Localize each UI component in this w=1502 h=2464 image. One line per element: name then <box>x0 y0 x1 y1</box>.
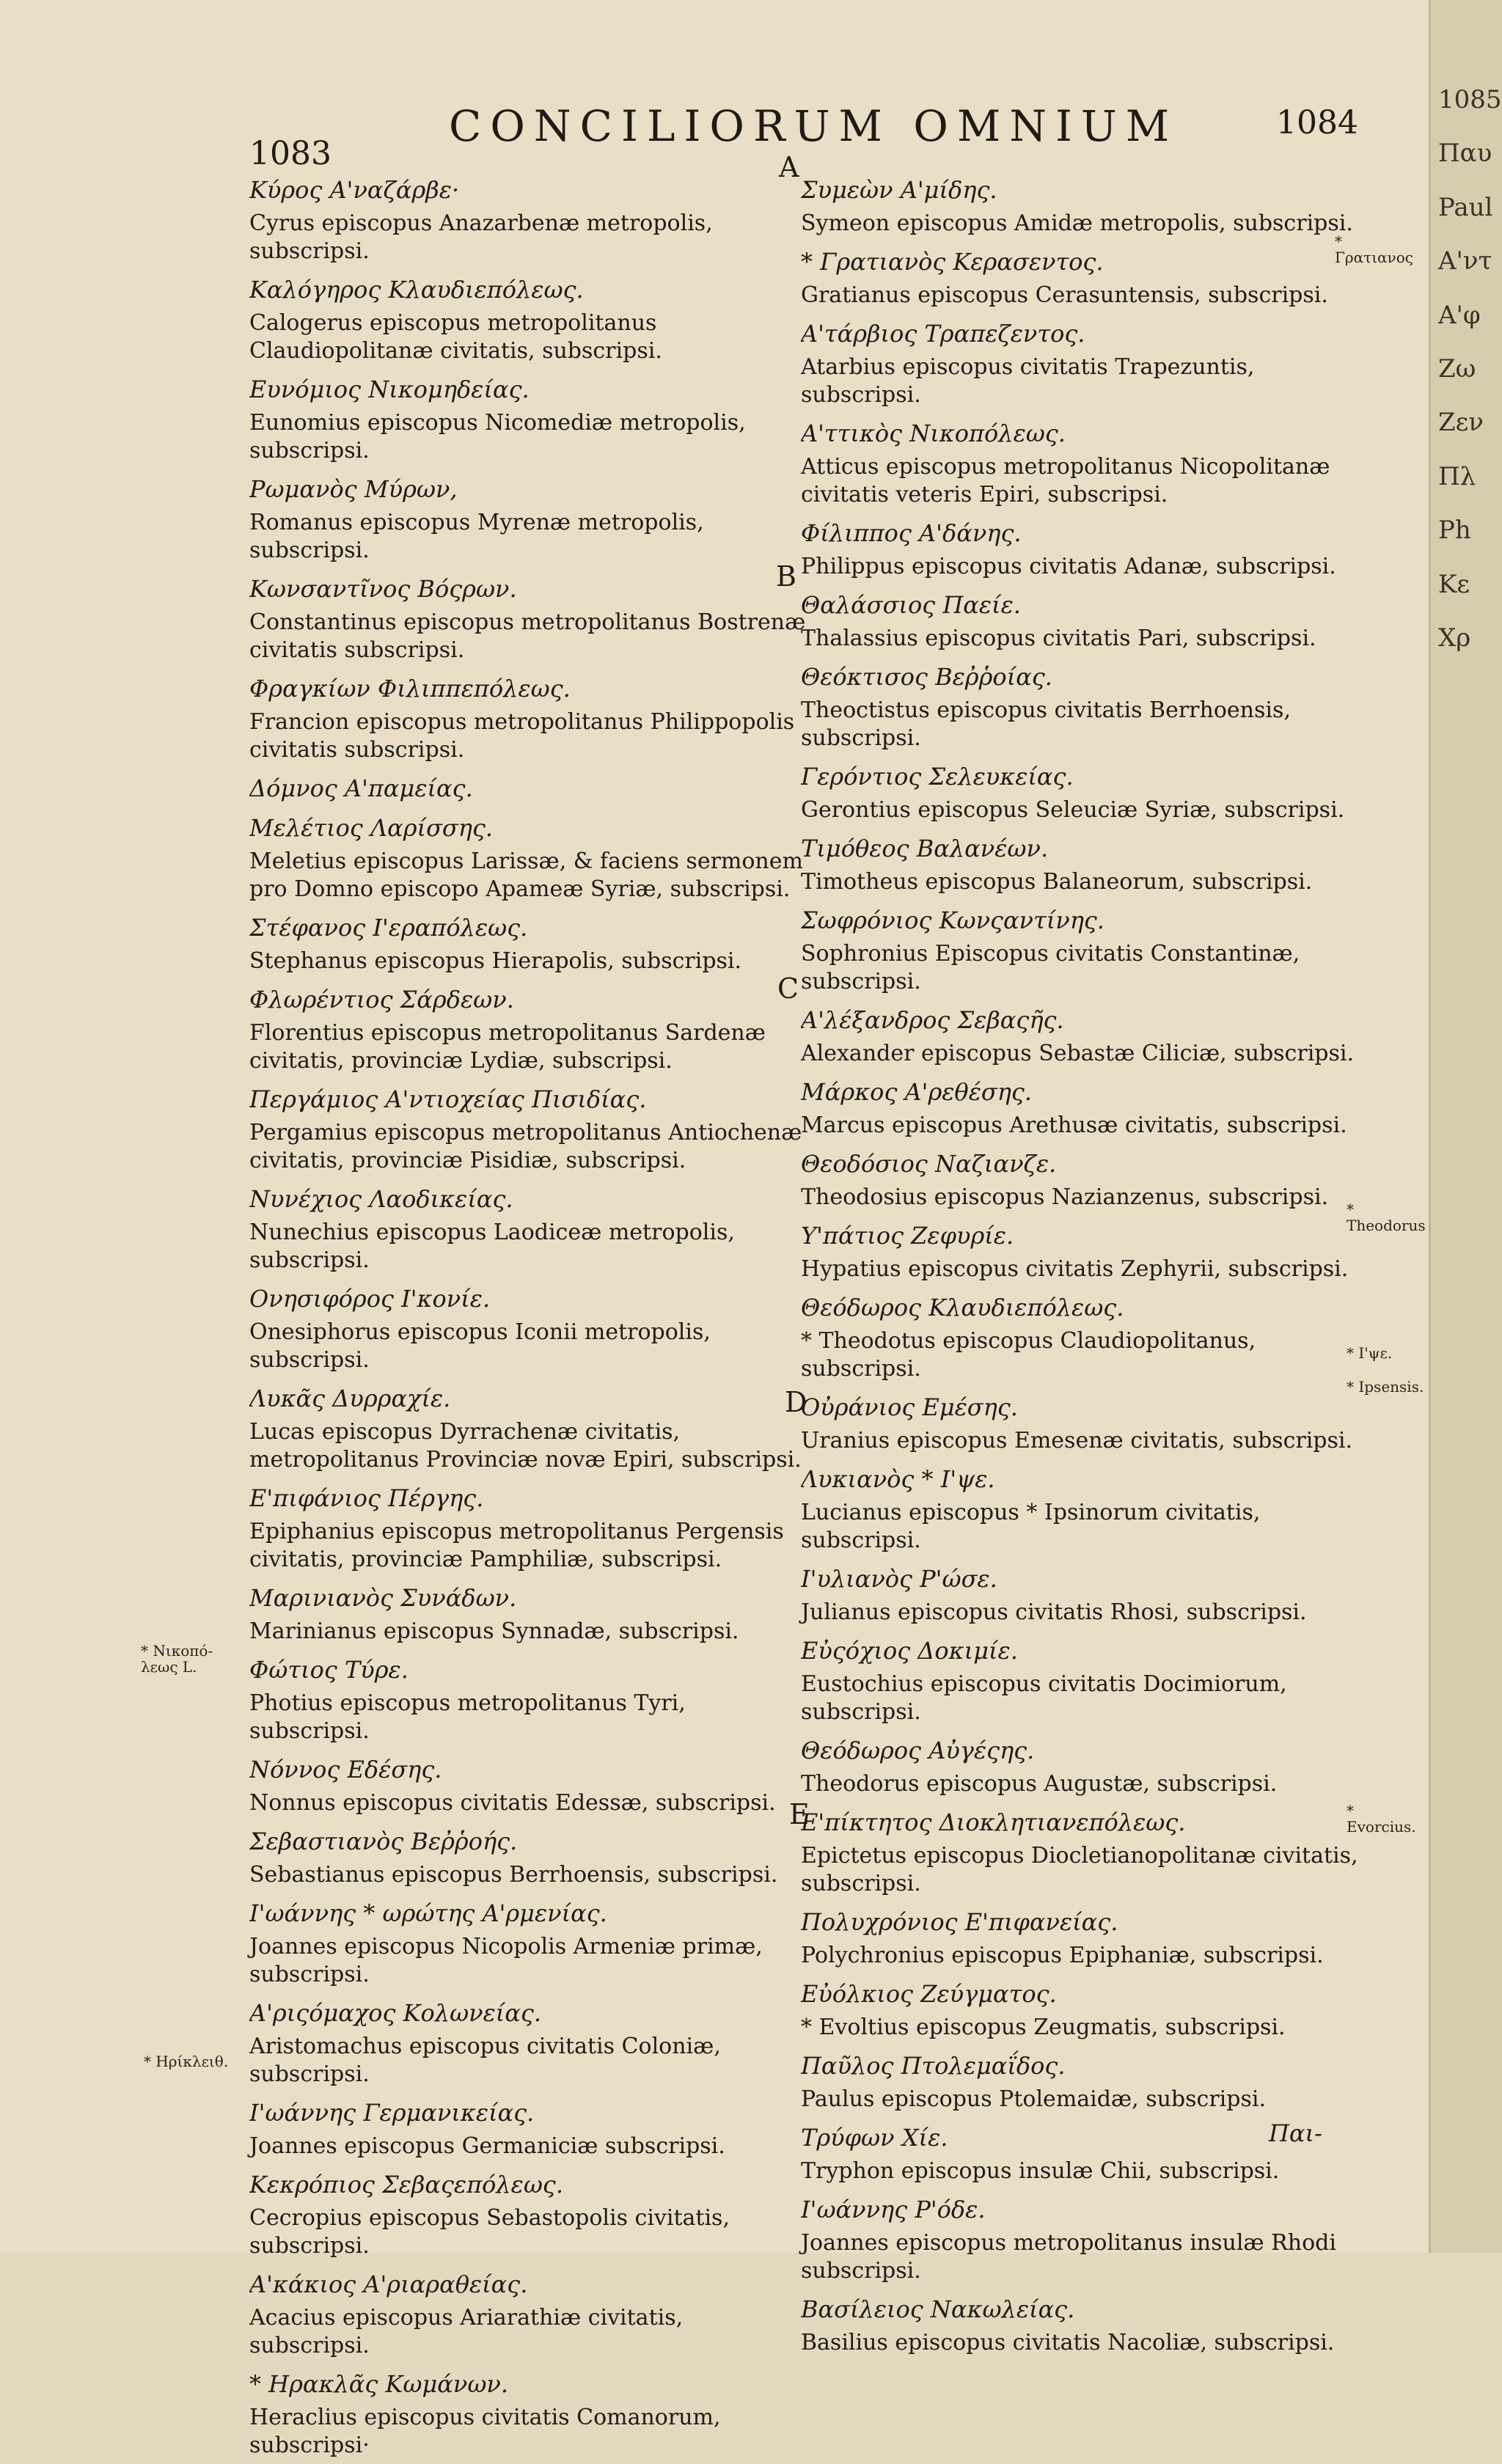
latin-subscription: Gratianus episcopus Cerasuntensis, subscripsi. <box>801 282 1328 308</box>
left-entry <box>249 1650 807 1745</box>
right-entry <box>801 585 1358 653</box>
section-letter-c: C <box>777 972 799 1005</box>
right-entry <box>801 657 1358 752</box>
greek-name: Ι'ωάννης Γερμανικείας. <box>249 2099 535 2127</box>
latin-subscription: Joannes episcopus metropolitanus insulæ Rhodi subscripsi. <box>801 2230 1336 2284</box>
left-entry <box>249 1179 807 1275</box>
section-letter-d: D <box>785 1386 807 1418</box>
left-entry <box>249 270 807 365</box>
left-entry <box>249 669 807 764</box>
left-entry <box>249 1750 807 1817</box>
greek-name: Α'λέξανδρος Σεβαςῆς. <box>801 1006 1064 1034</box>
latin-subscription: * Theodotus episcopus Claudiopolitanus, subscripsi. <box>801 1328 1256 1382</box>
greek-name: Συμεὼν Α'μίδης. <box>801 176 997 204</box>
right-entry <box>801 314 1358 409</box>
greek-name: Θεόκτισος Βεῤῥοίας. <box>801 663 1052 691</box>
left-entry <box>249 908 807 975</box>
latin-subscription: Onesiphorus episcopus Iconii metropolis, subscripsi. <box>249 1319 711 1373</box>
latin-subscription: Atticus episcopus metropolitanus Nicopolitanæ civitatis veteris Epiri, subscripsi. <box>801 454 1330 507</box>
greek-name: Κωνσαντῖνος Βόςρων. <box>249 575 517 603</box>
latin-subscription: Uranius episcopus Emesenæ civitatis, subscripsi. <box>801 1428 1353 1453</box>
latin-subscription: Theodosius episcopus Nazianzenus, subscripsi. <box>801 1184 1329 1210</box>
greek-name: * Γρατιανὸς Κερασεντος. <box>801 248 1104 276</box>
adjacent-page-fragment: Ζω <box>1438 353 1476 384</box>
right-entry <box>801 1803 1358 1898</box>
greek-name: Ι'ωάννης * ωρώτης Α'ρμενίας. <box>249 1899 607 1927</box>
latin-subscription: Marcus episcopus Arethusæ civitatis, subscripsi. <box>801 1112 1347 1138</box>
section-letter-b: B <box>776 560 796 593</box>
right-entry <box>801 513 1358 581</box>
greek-name: Τρύφων Χίε. <box>801 2124 948 2152</box>
greek-name: Κύρος Α'ναζάρβε· <box>249 176 460 204</box>
greek-name: Μαρινιανὸς Συνάδων. <box>249 1584 517 1612</box>
latin-subscription: * Evoltius episcopus Zeugmatis, subscripsi. <box>801 2014 1286 2040</box>
greek-name: Μάρκος Α'ρεθέσης. <box>801 1078 1032 1106</box>
right-entry <box>801 1631 1358 1726</box>
right-entry <box>801 414 1358 509</box>
left-entry <box>249 1893 807 1989</box>
adjacent-page-fragments <box>1431 87 1502 678</box>
left-entry <box>249 2093 807 2160</box>
adjacent-page-fragment: Paul <box>1438 192 1493 222</box>
margin-note-theodorus: * Theodorus <box>1347 1200 1426 1234</box>
latin-subscription: Basilius episcopus civitatis Nacoliæ, subscripsi. <box>801 2330 1335 2355</box>
greek-name: Ονησιφόρος Ι'κονίε. <box>249 1285 491 1313</box>
latin-subscription: Constantinus episcopus metropolitanus Bostrenæ civitatis subscripsi. <box>249 609 806 663</box>
latin-subscription: Joannes episcopus Germaniciæ subscripsi. <box>249 2133 725 2159</box>
greek-name: Α'κάκιος Α'ριαραθείας. <box>249 2270 528 2298</box>
adjacent-page-fragment: Παυ <box>1438 139 1492 169</box>
right-entry <box>801 1974 1358 2042</box>
greek-name: Εὐόλκιος Ζεύγματος. <box>801 1980 1057 2008</box>
latin-subscription: Heraclius episcopus civitatis Comanorum, subscripsi· <box>249 2405 721 2458</box>
left-entry <box>249 170 807 265</box>
right-entry <box>801 1288 1358 1383</box>
greek-name: Ρωμανὸς Μύρων, <box>249 475 458 503</box>
margin-note-evorcius: * Evorcius. <box>1347 1802 1416 1836</box>
margin-note-nicopoleos: * Νικοπό- λεως L. <box>141 1642 213 1676</box>
greek-name: Ι'υλιανὸς Ρ'ώσε. <box>801 1565 997 1593</box>
latin-subscription: Tryphon episcopus insulæ Chii, subscripsi. <box>801 2158 1280 2184</box>
adjacent-page-edge <box>1429 0 1502 2253</box>
latin-subscription: Francion episcopus metropolitanus Philippopolis civitatis subscripsi. <box>249 709 795 763</box>
latin-subscription: Lucas episcopus Dyrrachenæ civitatis, metropolitanus Provinciæ novæ Epiri, subscripsi. <box>249 1419 802 1473</box>
greek-name: Υ'πάτιος Ζεφυρίε. <box>801 1222 1014 1250</box>
right-entry <box>801 1459 1358 1555</box>
left-entry <box>249 1279 807 1374</box>
greek-name: Λυκᾶς Δυρραχίε. <box>249 1385 451 1412</box>
latin-subscription: Nunechius episcopus Laodiceæ metropolis, subscripsi. <box>249 1220 735 1273</box>
greek-name: Νυνέχιος Λαοδικείας. <box>249 1185 513 1213</box>
right-entry <box>801 2289 1358 2357</box>
greek-name: Δόμνος Α'παμείας. <box>249 774 473 802</box>
page-number-right: 1084 <box>1276 104 1358 142</box>
right-entry <box>801 242 1358 309</box>
latin-subscription: Florentius episcopus metropolitanus Sardenæ civitatis, provinciæ Lydiæ, subscripsi. <box>249 1020 766 1074</box>
latin-subscription: Julianus episcopus civitatis Rhosi, subscripsi. <box>801 1599 1307 1625</box>
left-entry <box>249 469 807 565</box>
latin-subscription: Eustochius episcopus civitatis Docimiorum, subscripsi. <box>801 1671 1287 1725</box>
left-entry <box>249 2165 807 2260</box>
margin-note-ipsensis: * Ipsensis. <box>1347 1378 1424 1396</box>
greek-name: Φίλιππος Α'δάνης. <box>801 519 1022 547</box>
adjacent-page-fragment: Α'ντ <box>1438 246 1492 276</box>
greek-name: Βασίλειος Νακωλείας. <box>801 2295 1075 2323</box>
latin-subscription: Thalassius episcopus civitatis Pari, subscripsi. <box>801 626 1316 651</box>
latin-subscription: Sophronius Episcopus civitatis Constantinæ, subscripsi. <box>801 941 1300 994</box>
latin-subscription: Romanus episcopus Myrenæ metropolis, subscripsi. <box>249 510 704 563</box>
page-number-left: 1083 <box>249 135 331 172</box>
latin-subscription: Stephanus episcopus Hierapolis, subscripsi. <box>249 948 742 974</box>
latin-subscription: Photius episcopus metropolitanus Tyri, subscripsi. <box>249 1690 686 1744</box>
latin-subscription: Acacius episcopus Ariarathiæ civitatis, subscripsi. <box>249 2305 684 2358</box>
latin-subscription: Calogerus episcopus metropolitanus Claudiopolitanæ civitatis, subscripsi. <box>249 310 662 364</box>
left-entry <box>249 1822 807 1889</box>
left-entry <box>249 569 807 664</box>
right-entry <box>801 1559 1358 1627</box>
page-header <box>0 101 1429 172</box>
latin-subscription: Cyrus episcopus Anazarbenæ metropolis, subscripsi. <box>249 210 713 264</box>
greek-name: Α'τάρβιος Τραπεζεντος. <box>801 320 1085 348</box>
latin-subscription: Eunomius episcopus Nicomediæ metropolis, subscripsi. <box>249 410 746 463</box>
greek-name: Ευνόμιος Νικομηδείας. <box>249 375 530 403</box>
right-entry <box>801 1731 1358 1798</box>
latin-subscription: Hypatius episcopus civitatis Zephyrii, subscripsi. <box>801 1256 1349 1282</box>
right-entry <box>801 901 1358 996</box>
latin-subscription: Epiphanius episcopus metropolitanus Pergensis civitatis, provinciæ Pamphiliæ, subscripsi. <box>249 1519 784 1572</box>
adjacent-page-fragment: Α'φ <box>1438 300 1481 330</box>
right-entry <box>801 1072 1358 1140</box>
adjacent-page-fragment: Κε <box>1438 569 1470 599</box>
greek-name: Λυκιανὸς * Ι'ψε. <box>801 1465 995 1493</box>
greek-name: Φώτιος Τύρε. <box>249 1656 409 1684</box>
latin-subscription: Philippus episcopus civitatis Adanæ, subscripsi. <box>801 554 1336 579</box>
greek-name: Γερόντιος Σελευκείας. <box>801 763 1074 791</box>
left-entry <box>249 1478 807 1574</box>
latin-subscription: Pergamius episcopus metropolitanus Antiochenæ civitatis, provinciæ Pisidiæ, subscripsi. <box>249 1120 802 1173</box>
latin-subscription: Paulus episcopus Ptolemaidæ, subscripsi. <box>801 2086 1266 2112</box>
right-entry <box>801 1144 1358 1211</box>
greek-name: Στέφανος Ι'εραπόλεως. <box>249 914 528 942</box>
greek-name: Καλόγηρος Κλαυδιεπόλεως. <box>249 276 584 304</box>
latin-subscription: Timotheus episcopus Balaneorum, subscripsi. <box>801 869 1313 895</box>
left-column <box>249 170 807 2464</box>
right-entry <box>801 1387 1358 1455</box>
catchword: Παι- <box>1269 2119 1322 2147</box>
greek-name: Θεόδωρος Αὐγέςης. <box>801 1737 1035 1764</box>
left-entry <box>249 1578 807 1646</box>
greek-name: Πολυχρόνιος Ε'πιφανείας. <box>801 1908 1118 1936</box>
latin-subscription: Epictetus episcopus Diocletianopolitanæ civitatis, subscripsi. <box>801 1843 1358 1896</box>
greek-name: Τιμόθεος Βαλανέων. <box>801 835 1049 862</box>
adjacent-page-fragment: Ρh <box>1438 516 1471 546</box>
right-column <box>801 170 1358 2361</box>
greek-name: Ε'πίκτητος Διοκλητιανεπόλεως. <box>801 1808 1186 1836</box>
latin-subscription: Cecropius episcopus Sebastopolis civitatis, subscripsi. <box>249 2205 730 2259</box>
latin-subscription: Marinianus episcopus Synnadæ, subscripsi. <box>249 1618 739 1644</box>
adjacent-page-fragment: Ζεν <box>1438 408 1484 438</box>
left-entry <box>249 2364 807 2460</box>
greek-name: * Ηρακλᾶς Κωμάνων. <box>249 2370 509 2398</box>
right-entry <box>801 757 1358 824</box>
greek-name: Φραγκίων Φιλιππεπόλεως. <box>249 675 571 703</box>
latin-subscription: Joannes episcopus Nicopolis Armeniæ primæ, subscripsi. <box>249 1934 763 1987</box>
greek-name: Παῦλος Πτολεμαΐδος. <box>801 2052 1066 2080</box>
latin-subscription: Lucianus episcopus * Ipsinorum civitatis, subscripsi. <box>801 1500 1261 1553</box>
right-entry <box>801 829 1358 896</box>
right-entry <box>801 1902 1358 1970</box>
left-entry <box>249 370 807 465</box>
latin-subscription: Meletius episcopus Larissæ, & faciens sermonem pro Domno episcopo Apameæ Syriæ, subscripsi. <box>249 848 803 902</box>
greek-name: Θαλάσσιος Παείε. <box>801 591 1021 619</box>
margin-note-gratianos: * Γρατιανος <box>1335 232 1413 266</box>
right-entry <box>801 1216 1358 1283</box>
right-entry <box>801 1000 1358 1068</box>
greek-name: Ε'πιφάνιος Πέργης. <box>249 1484 484 1512</box>
greek-name: Σωφρόνιος Κωνςαντίνης. <box>801 906 1104 934</box>
greek-name: Κεκρόπιος Σεβαςεπόλεως. <box>249 2171 564 2199</box>
left-entry <box>249 808 807 903</box>
greek-name: Α'ριςόμαχος Κολωνείας. <box>249 1999 542 2027</box>
greek-name: Σεβαστιανὸς Βεῤῥοής. <box>249 1827 518 1855</box>
adjacent-page-fragment: Πλ <box>1438 461 1476 491</box>
right-entry <box>801 2046 1358 2113</box>
greek-name: Θεόδωρος Κλαυδιεπόλεως. <box>801 1294 1124 1321</box>
running-title: CONCILIORUM OMNIUM <box>449 101 1179 151</box>
greek-name: Α'ττικὸς Νικοπόλεως. <box>801 419 1066 447</box>
latin-subscription: Polychronius episcopus Epiphaniæ, subscripsi. <box>801 1943 1324 1968</box>
greek-name: Περγάμιος Α'ντιοχείας Πισιδίας. <box>249 1085 647 1113</box>
margin-note-heraklas: * Ηρίκλειθ. <box>144 2053 229 2070</box>
latin-subscription: Atarbius episcopus civitatis Trapezuntis, subscripsi. <box>801 354 1255 408</box>
adjacent-page-fragment: 1085 <box>1438 85 1502 114</box>
latin-subscription: Theoctistus episcopus civitatis Berrhoensis, subscripsi. <box>801 697 1291 751</box>
left-entry <box>249 769 807 808</box>
left-entry <box>249 1379 807 1474</box>
right-entry <box>801 170 1358 238</box>
latin-subscription: Theodorus episcopus Augustæ, subscripsi. <box>801 1771 1278 1797</box>
greek-name: Φλωρέντιος Σάρδεων. <box>249 986 514 1013</box>
left-entry <box>249 1993 807 2089</box>
adjacent-page-fragment: Χρ <box>1438 623 1471 653</box>
greek-name: Ι'ωάννης Ρ'όδε. <box>801 2196 986 2223</box>
latin-subscription: Symeon episcopus Amidæ metropolis, subscripsi. <box>801 210 1353 236</box>
latin-subscription: Alexander episcopus Sebastæ Ciliciæ, subscripsi. <box>801 1041 1355 1066</box>
greek-name: Νόννος Εδέσης. <box>249 1756 442 1783</box>
section-letter-a: A <box>779 151 799 183</box>
greek-name: Οὐράνιος Εμέσης. <box>801 1393 1018 1421</box>
section-letter-e: E <box>789 1798 810 1830</box>
greek-name: Εὐςόχιος Δοκιμίε. <box>801 1637 1018 1665</box>
margin-note-ipse: * Ι'ψε. <box>1347 1344 1393 1362</box>
greek-name: Μελέτιος Λαρίσσης. <box>249 814 494 842</box>
right-entry <box>801 2190 1358 2285</box>
latin-subscription: Nonnus episcopus civitatis Edessæ, subscripsi. <box>249 1790 776 1816</box>
latin-subscription: Aristomachus episcopus civitatis Coloniæ, subscripsi. <box>249 2034 721 2087</box>
left-entry <box>249 1079 807 1175</box>
latin-subscription: Gerontius episcopus Seleuciæ Syriæ, subscripsi. <box>801 797 1345 823</box>
left-entry <box>249 2265 807 2360</box>
greek-name: Θεοδόσιος Ναζιανζε. <box>801 1150 1057 1178</box>
latin-subscription: Sebastianus episcopus Berrhoensis, subscripsi. <box>249 1862 778 1888</box>
left-entry <box>249 980 807 1075</box>
